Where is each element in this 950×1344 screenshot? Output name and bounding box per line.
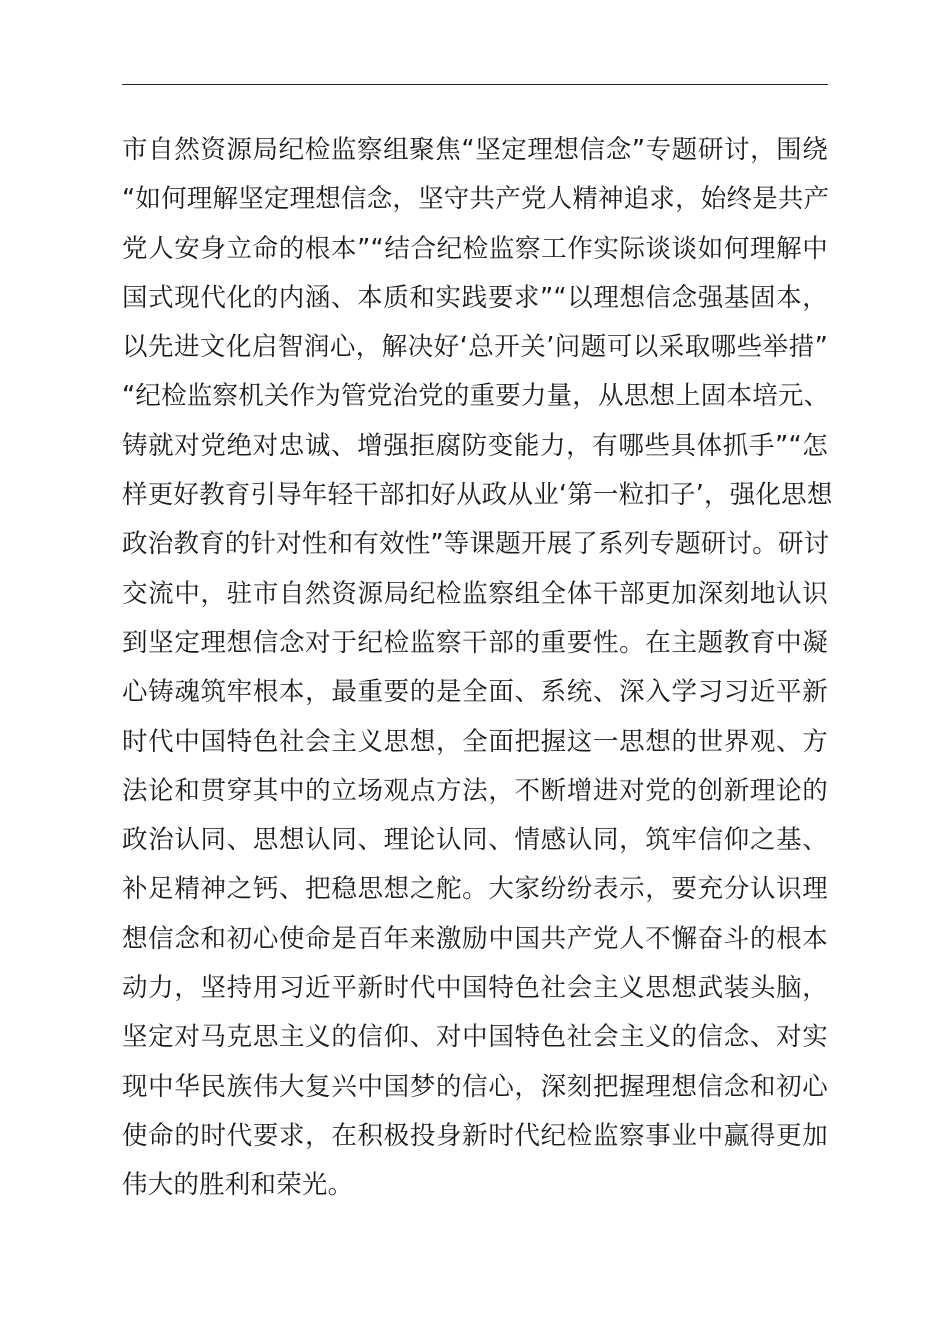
header-rule [122, 84, 828, 85]
paragraph-line: 伟大的胜利和荣光。 [122, 1170, 354, 1201]
paragraph-line: 国式现代化的内涵、本质和实践要求”“以理想信念强基固本， [122, 282, 828, 313]
paragraph-line: 样更好教育引导年轻干部扣好从政从业‘第一粒扣子’，强化思想 [122, 480, 833, 511]
paragraph-line: 市自然资源局纪检监察组聚焦“坚定理想信念”专题研讨，围绕 [122, 135, 828, 165]
paragraph-line: 使命的时代要求，在积极投身新时代纪检监察事业中赢得更加 [122, 1120, 828, 1151]
paragraph-line: “纪检监察机关作为管党治党的重要力量，从思想上固本培元、 [122, 381, 830, 412]
paragraph-line: 到坚定理想信念对于纪检监察干部的重要性。在主题教育中凝 [122, 627, 828, 658]
paragraph-line: 动力，坚持用习近平新时代中国特色社会主义思想武装头脑， [122, 973, 828, 1004]
body-paragraph [122, 126, 833, 1211]
paragraph-line: 交流中，驻市自然资源局纪检监察组全体干部更加深刻地认识 [122, 578, 828, 609]
paragraph-line: 以先进文化启智润心，解决好‘总开关’问题可以采取哪些举措” [122, 332, 828, 363]
paragraph-line: 坚定对马克思主义的信仰、对中国特色社会主义的信念、对实 [122, 1022, 828, 1053]
paragraph-line: 铸就对党绝对忠诚、增强拒腐防变能力，有哪些具体抓手”“怎 [122, 430, 828, 461]
paragraph-line: 党人安身立命的根本”“结合纪检监察工作实际谈谈如何理解中 [122, 233, 828, 264]
paragraph-line: 现中华民族伟大复兴中国梦的信心，深刻把握理想信念和初心 [122, 1071, 828, 1102]
paragraph-line: 心铸魂筑牢根本，最重要的是全面、系统、深入学习习近平新 [122, 677, 828, 708]
paragraph-line: 想信念和初心使命是百年来激励中国共产党人不懈奋斗的根本 [122, 923, 828, 954]
paragraph-line: 补足精神之钙、把稳思想之舵。大家纷纷表示，要充分认识理 [122, 874, 828, 905]
paragraph-line: 法论和贯穿其中的立场观点方法，不断增进对党的创新理论的 [122, 775, 828, 806]
paragraph-line: 时代中国特色社会主义思想，全面把握这一思想的世界观、方 [122, 726, 828, 757]
paragraph-line: 政治教育的针对性和有效性”等课题开展了系列专题研讨。研讨 [122, 529, 830, 560]
paragraph-line: “如何理解坚定理想信念，坚守共产党人精神追求，始终是共产 [122, 184, 830, 215]
paragraph-line: 政治认同、思想认同、理论认同、情感认同，筑牢信仰之基、 [122, 825, 828, 856]
